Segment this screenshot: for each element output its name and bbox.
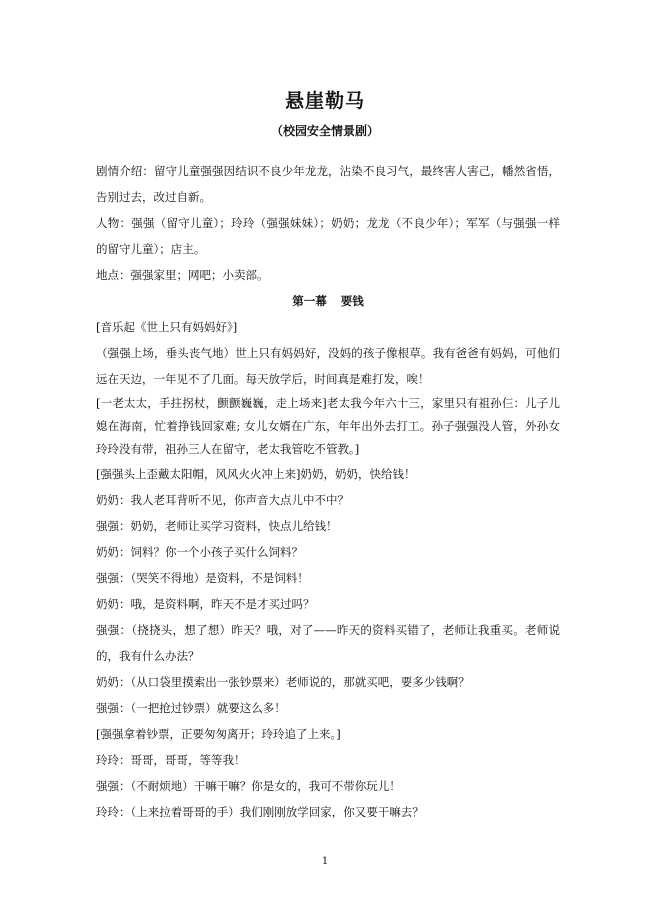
script-line: 玲玲：哥哥，哥哥，等等我！ — [96, 753, 246, 767]
character-list: 人物：强强（留守儿童）；玲玲（强强妹妹）；奶奶；龙龙（不良少年）；军军（与强强一样的留守儿童）；店主。 — [96, 216, 560, 256]
script-line: 奶奶：（从口袋里摸索出一张钞票来）老师说的，那就买吧，要多少钱啊？ — [96, 675, 470, 689]
document-body — [96, 158, 560, 825]
script-line: [强强头上歪戴太阳帽，风风火火冲上来]奶奶，奶奶，快给钱！ — [96, 467, 416, 481]
script-line: 奶奶：我人老耳背听不见，你声音大点儿中不中？ — [96, 493, 349, 507]
page-subtitle: （校园安全情景剧） — [270, 124, 379, 138]
act-name: 要钱 — [340, 294, 364, 308]
script-line: 奶奶：饲料？你一个小孩子买什么饲料？ — [96, 545, 303, 559]
page-title: 悬崖勒马 — [284, 90, 365, 112]
script-line: 强强：奶奶，老师让买学习资料，快点儿给钱！ — [96, 519, 338, 533]
act-number: 第一幕 — [292, 294, 327, 308]
script-line: 强强：（挠挠头，想了想）昨天？哦，对了——昨天的资料买错了，老师让我重买。老师说的，我有什么办法？ — [96, 623, 560, 663]
script-line: 强强：（哭笑不得地）是资料，不是饲料！ — [96, 571, 309, 585]
script-line: 奶奶：哦，是资料啊，昨天不是才买过吗？ — [96, 597, 315, 611]
stage-direction: [强强拿着钞票，正要匆匆离开；玲玲追了上来。] — [96, 727, 341, 741]
plot-intro: 剧情介绍：留守儿童强强因结识不良少年龙龙，沾染不良习气，最终害人害己，幡然省悟，告别过去，改过自新。 — [96, 164, 560, 204]
stage-direction: [一老太太，手拄拐杖，颤颤巍巍，走上场来]老太我今年六十三，家里只有祖孙仨：儿子儿媳在海南，忙着挣钱回家难; 女儿女婿在广东，年年出外去打工。孙子强强没人管，外孙女玲玲没有带，祖孙三人在留守，老太我管吃不管教。] — [96, 396, 560, 456]
script-line: 强强：（不耐烦地）干嘛干嘛？你是女的，我可不带你玩儿！ — [96, 779, 401, 793]
page-number: 1 — [321, 856, 329, 867]
script-line: 玲玲：（上来拉着哥哥的手）我们刚刚放学回家，你又要干嘛去？ — [96, 805, 424, 819]
act-heading — [96, 288, 560, 314]
script-line: （强强上场，垂头丧气地）世上只有妈妈好，没妈的孩子像根草。我有爸爸有妈妈，可他们远在天边，一年见不了几面。每天放学后，时间真是难打发，唉！ — [96, 346, 560, 386]
location-list: 地点：强强家里；网吧；小卖部。 — [96, 268, 269, 282]
stage-direction: [音乐起《世上只有妈妈好》] — [96, 320, 238, 334]
script-line: 强强：（一把抢过钞票）就要这么多！ — [96, 701, 286, 715]
